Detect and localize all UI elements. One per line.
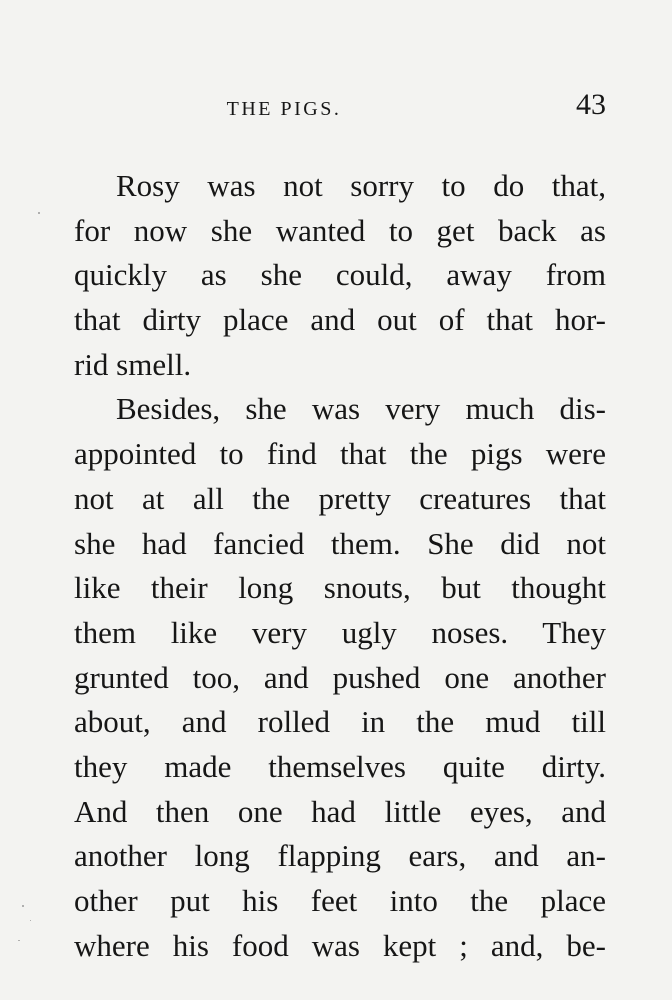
running-head [74, 88, 606, 128]
text-line: appointed to find that the pigs were [74, 436, 606, 472]
paper-speck [22, 905, 24, 907]
text-line: another long flapping ears, and an- [74, 838, 606, 874]
text-line: like their long snouts, but thought [74, 570, 606, 606]
text-line: rid smell. [74, 346, 192, 382]
text-line: they made themselves quite dirty. [74, 748, 606, 784]
text-line: quickly as she could, away from [74, 257, 606, 293]
text-line: for now she wanted to get back as [74, 212, 606, 248]
text-line: that dirty place and out of that hor- [74, 302, 606, 338]
text-line: Rosy was not sorry to do that, [116, 168, 606, 203]
text-line: not at all the pretty creatures that [74, 480, 606, 516]
text-line: grunted too, and pushed one another [74, 659, 606, 695]
text-line: where his food was kept ; and, be- [74, 927, 606, 963]
paper-speck [38, 212, 40, 214]
paper-speck [30, 920, 31, 921]
text-line: other put his feet into the place [74, 883, 606, 918]
text-line: Besides, she was very much dis- [116, 391, 606, 427]
text-line: she had fancied them. She did not [74, 525, 606, 561]
body-text [74, 164, 606, 968]
text-line: And then one had little eyes, and [74, 793, 606, 829]
text-line: them like very ugly noses. They [74, 614, 606, 650]
page-number: 43 [576, 88, 606, 121]
running-title: THE PIGS. [226, 98, 342, 120]
paper-speck [18, 940, 20, 941]
text-line: about, and rolled in the mud till [74, 704, 606, 740]
